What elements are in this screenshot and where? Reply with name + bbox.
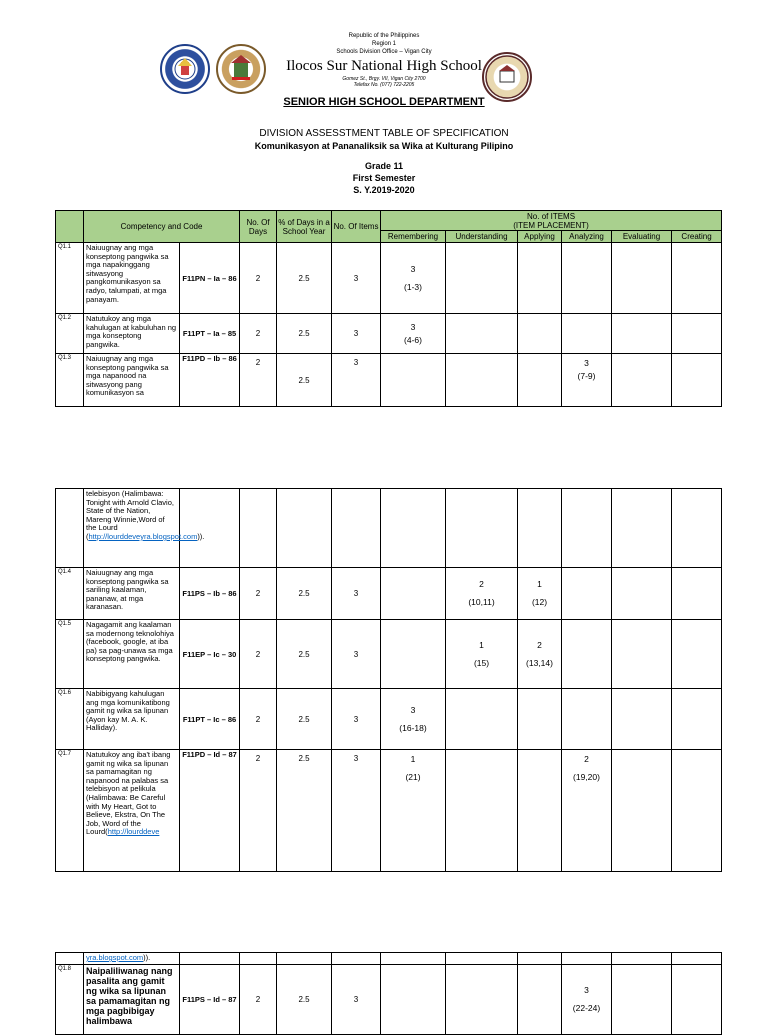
remembering-cell: [381, 620, 446, 689]
table-row: [56, 568, 722, 620]
address-line-1: Gomez St., Brgy. VII, Vigan City 2700: [342, 76, 426, 82]
analyzing-cell: [562, 750, 612, 872]
header-creating: Creating: [672, 231, 722, 243]
pct-value: 2.5: [277, 314, 332, 354]
remembering-cell: [381, 243, 446, 314]
items-value: 3: [332, 354, 381, 407]
analyzing-cell: [562, 243, 612, 314]
days-value: 2: [240, 964, 277, 1034]
division-text: Schools Division Office – Vigan City: [336, 49, 432, 55]
days-value: 2: [240, 568, 277, 620]
item-count: 2: [584, 754, 589, 764]
understanding-cell: [446, 568, 518, 620]
remembering-cell: [381, 689, 446, 750]
pct-value: 2.5: [277, 568, 332, 620]
item-count: 1: [537, 579, 542, 589]
items-value: 3: [332, 689, 381, 750]
days-value: 2: [240, 314, 277, 354]
evaluating-cell: [612, 750, 672, 872]
creating-cell: [672, 750, 722, 872]
evaluating-cell: [612, 568, 672, 620]
header-applying: Applying: [518, 231, 562, 243]
q-code: Q1.6: [56, 689, 84, 750]
competency-code: F11PD – Id – 87: [180, 750, 240, 872]
analyzing-cell: [562, 568, 612, 620]
header-empty: [56, 211, 84, 243]
item-range: (15): [473, 657, 490, 668]
header-understanding: Understanding: [446, 231, 518, 243]
header-evaluating: Evaluating: [612, 231, 672, 243]
evaluating-cell: [612, 314, 672, 354]
items-value: 3: [332, 750, 381, 872]
pct-value: 2.5: [277, 689, 332, 750]
competency-text: Naipaliliwanag nang pasalita ang gamit ng wika sa lipunan sa pamamagitan ng mga pagbibigay halimbawa: [84, 964, 180, 1034]
item-range: (19,20): [573, 772, 600, 782]
blog-link[interactable]: http://lourddeve: [107, 827, 160, 837]
header-items: No. Of Items: [332, 211, 381, 243]
remembering-cell: [381, 314, 446, 354]
pct-value: 2.5: [277, 620, 332, 689]
analyzing-cell: [562, 964, 612, 1034]
creating-cell: [672, 314, 722, 354]
header-competency: Competency and Code: [84, 211, 240, 243]
remembering-cell: [381, 750, 446, 872]
applying-cell: [518, 354, 562, 407]
table-row: [56, 354, 722, 407]
remembering-cell: [381, 354, 446, 407]
applying-cell: [518, 568, 562, 620]
analyzing-cell: [562, 354, 612, 407]
item-range: (7-9): [577, 371, 596, 381]
competency-code: F11EP – Ic – 30: [180, 620, 240, 689]
subject-title: Komunikasyon at Pananaliksik sa Wika at Kulturang Pilipino: [254, 141, 514, 151]
evaluating-cell: [612, 243, 672, 314]
competency-code: F11PT – Ic – 86: [180, 689, 240, 750]
table-row: [56, 314, 722, 354]
republic-text: Republic of the Philippines: [348, 33, 420, 39]
items-value: 3: [332, 568, 381, 620]
competency-text: Naiuugnay ang mga konseptong pangwika sa sariling kaalaman, pananaw, at mga karanasan.: [84, 568, 180, 620]
address-line-2: Telefax No. (077) 722-2205: [353, 82, 415, 88]
item-count: 2: [479, 579, 484, 589]
q-code: Q1.7: [56, 750, 84, 872]
applying-cell: [518, 620, 562, 689]
competency-text: telebisyon (Halimbawa: Tonight with Arnold Clavio, State of the Nation, Mareng Winnie,Word of the Lourd (http://lourddeveyra.blogspot.com)).: [84, 489, 180, 568]
understanding-cell: [446, 243, 518, 314]
competency-text: Natutukoy ang mga kahulugan at kabuluhan ng mga konseptong pangwika.: [84, 314, 180, 354]
item-count: 1: [479, 639, 484, 650]
items-value: 3: [332, 964, 381, 1034]
q-code: Q1.5: [56, 620, 84, 689]
competency-code: F11PT – Ia – 85: [180, 314, 240, 354]
applying-cell: [518, 314, 562, 354]
creating-cell: [672, 620, 722, 689]
creating-cell: [672, 964, 722, 1034]
table-row: [56, 620, 722, 689]
days-value: 2: [240, 243, 277, 314]
blog-link[interactable]: http://lourddeveyra.blogspot.com: [88, 531, 198, 541]
applying-cell: [518, 689, 562, 750]
q-code: Q1.3: [56, 354, 84, 407]
understanding-cell: [446, 750, 518, 872]
competency-code: F11PN – Ia – 86: [180, 243, 240, 314]
remembering-cell: [381, 568, 446, 620]
header-remembering: Remembering: [381, 231, 446, 243]
competency-code: F11PD – Ib – 86: [180, 354, 240, 407]
q-code: Q1.1: [56, 243, 84, 314]
creating-cell: [672, 568, 722, 620]
item-range: (21): [405, 772, 421, 782]
item-range: (4-6): [404, 334, 422, 345]
item-range: (12): [531, 597, 548, 607]
school-name: Ilocos Sur National High School: [286, 58, 482, 74]
pct-value: 2.5: [277, 750, 332, 872]
items-value: 3: [332, 620, 381, 689]
competency-code: F11PS – Id – 87: [180, 964, 240, 1034]
item-range: (10,11): [468, 597, 495, 607]
understanding-cell: [446, 964, 518, 1034]
grade-label: Grade 11: [364, 161, 404, 171]
creating-cell: [672, 354, 722, 407]
evaluating-cell: [612, 689, 672, 750]
days-value: 2: [240, 750, 277, 872]
table-row: [56, 964, 722, 1034]
q-code: Q1.8: [56, 964, 84, 1034]
competency-text: Naiuugnay ang mga konseptong pangwika sa mga napakinggang sitwasyong pangkomunikasyon sa radyo, talumpati, at mga panayam.: [84, 243, 180, 314]
table-row: [56, 689, 722, 750]
item-count: 3: [410, 321, 416, 332]
header-placement-line1: No. of ITEMS: [527, 211, 576, 221]
days-value: 2: [240, 354, 277, 407]
table-row: [56, 243, 722, 314]
competency-text: yra.blogspot.com)).: [84, 953, 180, 965]
analyzing-cell: [562, 314, 612, 354]
item-count: 3: [410, 263, 416, 274]
evaluating-cell: [612, 620, 672, 689]
competency-text: Natutukoy ang iba't ibang gamit ng wika sa lipunan sa pamamagitan ng napanood na palabas sa telebisyon at pelikula (Halimbawa: Be Careful with My Heart, Got to Believe, Ekstra, On The Job, Word of the Lourd(http://lourddeve: [84, 750, 180, 872]
semester-label: First Semester: [352, 173, 416, 183]
item-range: (1-3): [404, 281, 422, 292]
evaluating-cell: [612, 964, 672, 1034]
items-value: 3: [332, 243, 381, 314]
tos-table-page2: [55, 488, 722, 872]
department-title: SENIOR HIGH SCHOOL DEPARTMENT: [283, 96, 485, 108]
pct-value: 2.5: [277, 243, 332, 314]
table-row: [56, 489, 722, 568]
header-analyzing: Analyzing: [562, 231, 612, 243]
item-count: 3: [584, 358, 589, 368]
item-count: 3: [584, 984, 589, 995]
competency-text: Nabibigyang kahulugan ang mga komunikatibong gamit ng wika sa lipunan (Ayon kay M. A. K. Halliday).: [84, 689, 180, 750]
q-code: Q1.2: [56, 314, 84, 354]
table-row: [56, 953, 722, 965]
creating-cell: [672, 243, 722, 314]
blog-link[interactable]: yra.blogspot.com: [86, 953, 144, 962]
tos-table-page1: [55, 210, 722, 407]
header-pct: % of Days in a School Year: [277, 211, 332, 243]
applying-cell: [518, 964, 562, 1034]
competency-text: Nagagamit ang kaalaman sa modernong teknolohiya (facebook, google, at iba pa) sa pag-unawa sa mga konseptong pangwika.: [84, 620, 180, 689]
competency-text: Naiuugnay ang mga konseptong pangwika sa mga napanood na sitwasyong pang komunikasyon sa: [84, 354, 180, 407]
item-count: 3: [410, 704, 416, 715]
analyzing-cell: [562, 689, 612, 750]
pct-value: 2.5: [277, 354, 332, 407]
days-value: 2: [240, 689, 277, 750]
pct-value: 2.5: [277, 964, 332, 1034]
competency-code: F11PS – Ib – 86: [180, 568, 240, 620]
creating-cell: [672, 689, 722, 750]
header-days: No. Of Days: [240, 211, 277, 243]
remembering-cell: [381, 964, 446, 1034]
applying-cell: [518, 750, 562, 872]
days-value: 2: [240, 620, 277, 689]
school-seal-icon: [482, 52, 532, 102]
applying-cell: [518, 243, 562, 314]
understanding-cell: [446, 620, 518, 689]
analyzing-cell: [562, 620, 612, 689]
school-year-label: S. Y.2019-2020: [353, 185, 415, 195]
understanding-cell: [446, 314, 518, 354]
evaluating-cell: [612, 354, 672, 407]
header-placement: [381, 211, 722, 231]
tos-table-page3: [55, 952, 722, 1035]
item-range: (22-24): [572, 1002, 601, 1013]
understanding-cell: [446, 354, 518, 407]
item-count: 1: [410, 754, 416, 764]
item-range: (16-18): [399, 722, 427, 733]
understanding-cell: [446, 689, 518, 750]
q-code: Q1.4: [56, 568, 84, 620]
region-text: Region 1: [371, 41, 397, 47]
table-row: [56, 750, 722, 872]
item-count: 2: [537, 639, 542, 650]
header-placement-line2: (ITEM PLACEMENT): [513, 220, 589, 230]
items-value: 3: [332, 314, 381, 354]
doc-title: DIVISION ASSESSTMENT TABLE OF SPECIFICATION: [259, 128, 509, 139]
item-range: (13,14): [526, 657, 553, 668]
